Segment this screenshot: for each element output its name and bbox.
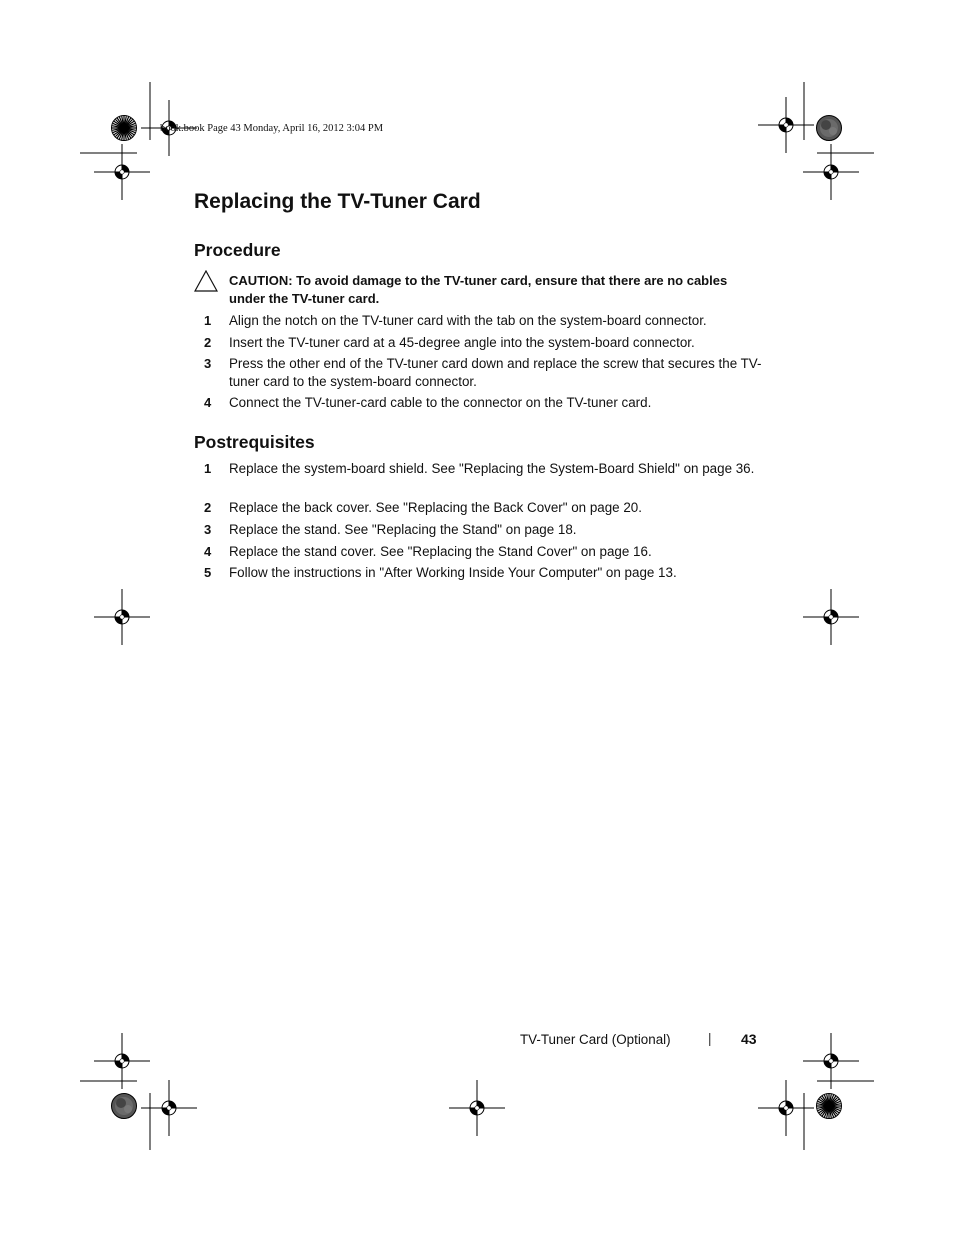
step-number: 3 <box>204 522 212 537</box>
step-number: 2 <box>204 335 212 350</box>
page-number: 43 <box>741 1031 757 1047</box>
step-text: Replace the stand cover. See "Replacing the Stand Cover" on page 16. <box>229 544 652 559</box>
step-number: 1 <box>204 313 212 328</box>
step-text: Insert the TV-tuner card at a 45-degree angle into the system-board connector. <box>229 335 695 350</box>
footer-separator: | <box>708 1031 712 1046</box>
footer-section-title: TV-Tuner Card (Optional) <box>520 1032 671 1047</box>
procedure-heading: Procedure <box>194 240 281 260</box>
postrequisites-heading: Postrequisites <box>194 432 315 452</box>
step-text: Align the notch on the TV-tuner card with the tab on the system-board connector. <box>229 313 707 328</box>
page-title: Replacing the TV-Tuner Card <box>194 190 481 213</box>
step-text: Press the other end of the TV-tuner card down and replace the screw that secures the TV-tuner card to the system-board connector. <box>229 356 762 389</box>
step-text: Replace the system-board shield. See "Replacing the System-Board Shield" on page 36. <box>229 461 755 476</box>
slug-line: book.book Page 43 Monday, April 16, 2012 3:04 PM <box>160 123 384 134</box>
step-number: 4 <box>204 544 212 559</box>
step-text: Follow the instructions in "After Working Inside Your Computer" on page 13. <box>229 565 677 580</box>
step-number: 1 <box>204 461 212 476</box>
step-text: Replace the stand. See "Replacing the Stand" on page 18. <box>229 522 577 537</box>
step-number: 2 <box>204 500 212 515</box>
caution-text: CAUTION: To avoid damage to the TV-tuner card, ensure that there are no cables under the TV-tuner card. <box>229 273 728 306</box>
caution-triangle-icon <box>194 270 218 292</box>
step-number: 5 <box>204 565 212 580</box>
step-number: 3 <box>204 356 212 371</box>
step-number: 4 <box>204 395 212 410</box>
step-text: Replace the back cover. See "Replacing the Back Cover" on page 20. <box>229 500 642 515</box>
step-text: Connect the TV-tuner-card cable to the connector on the TV-tuner card. <box>229 395 652 410</box>
